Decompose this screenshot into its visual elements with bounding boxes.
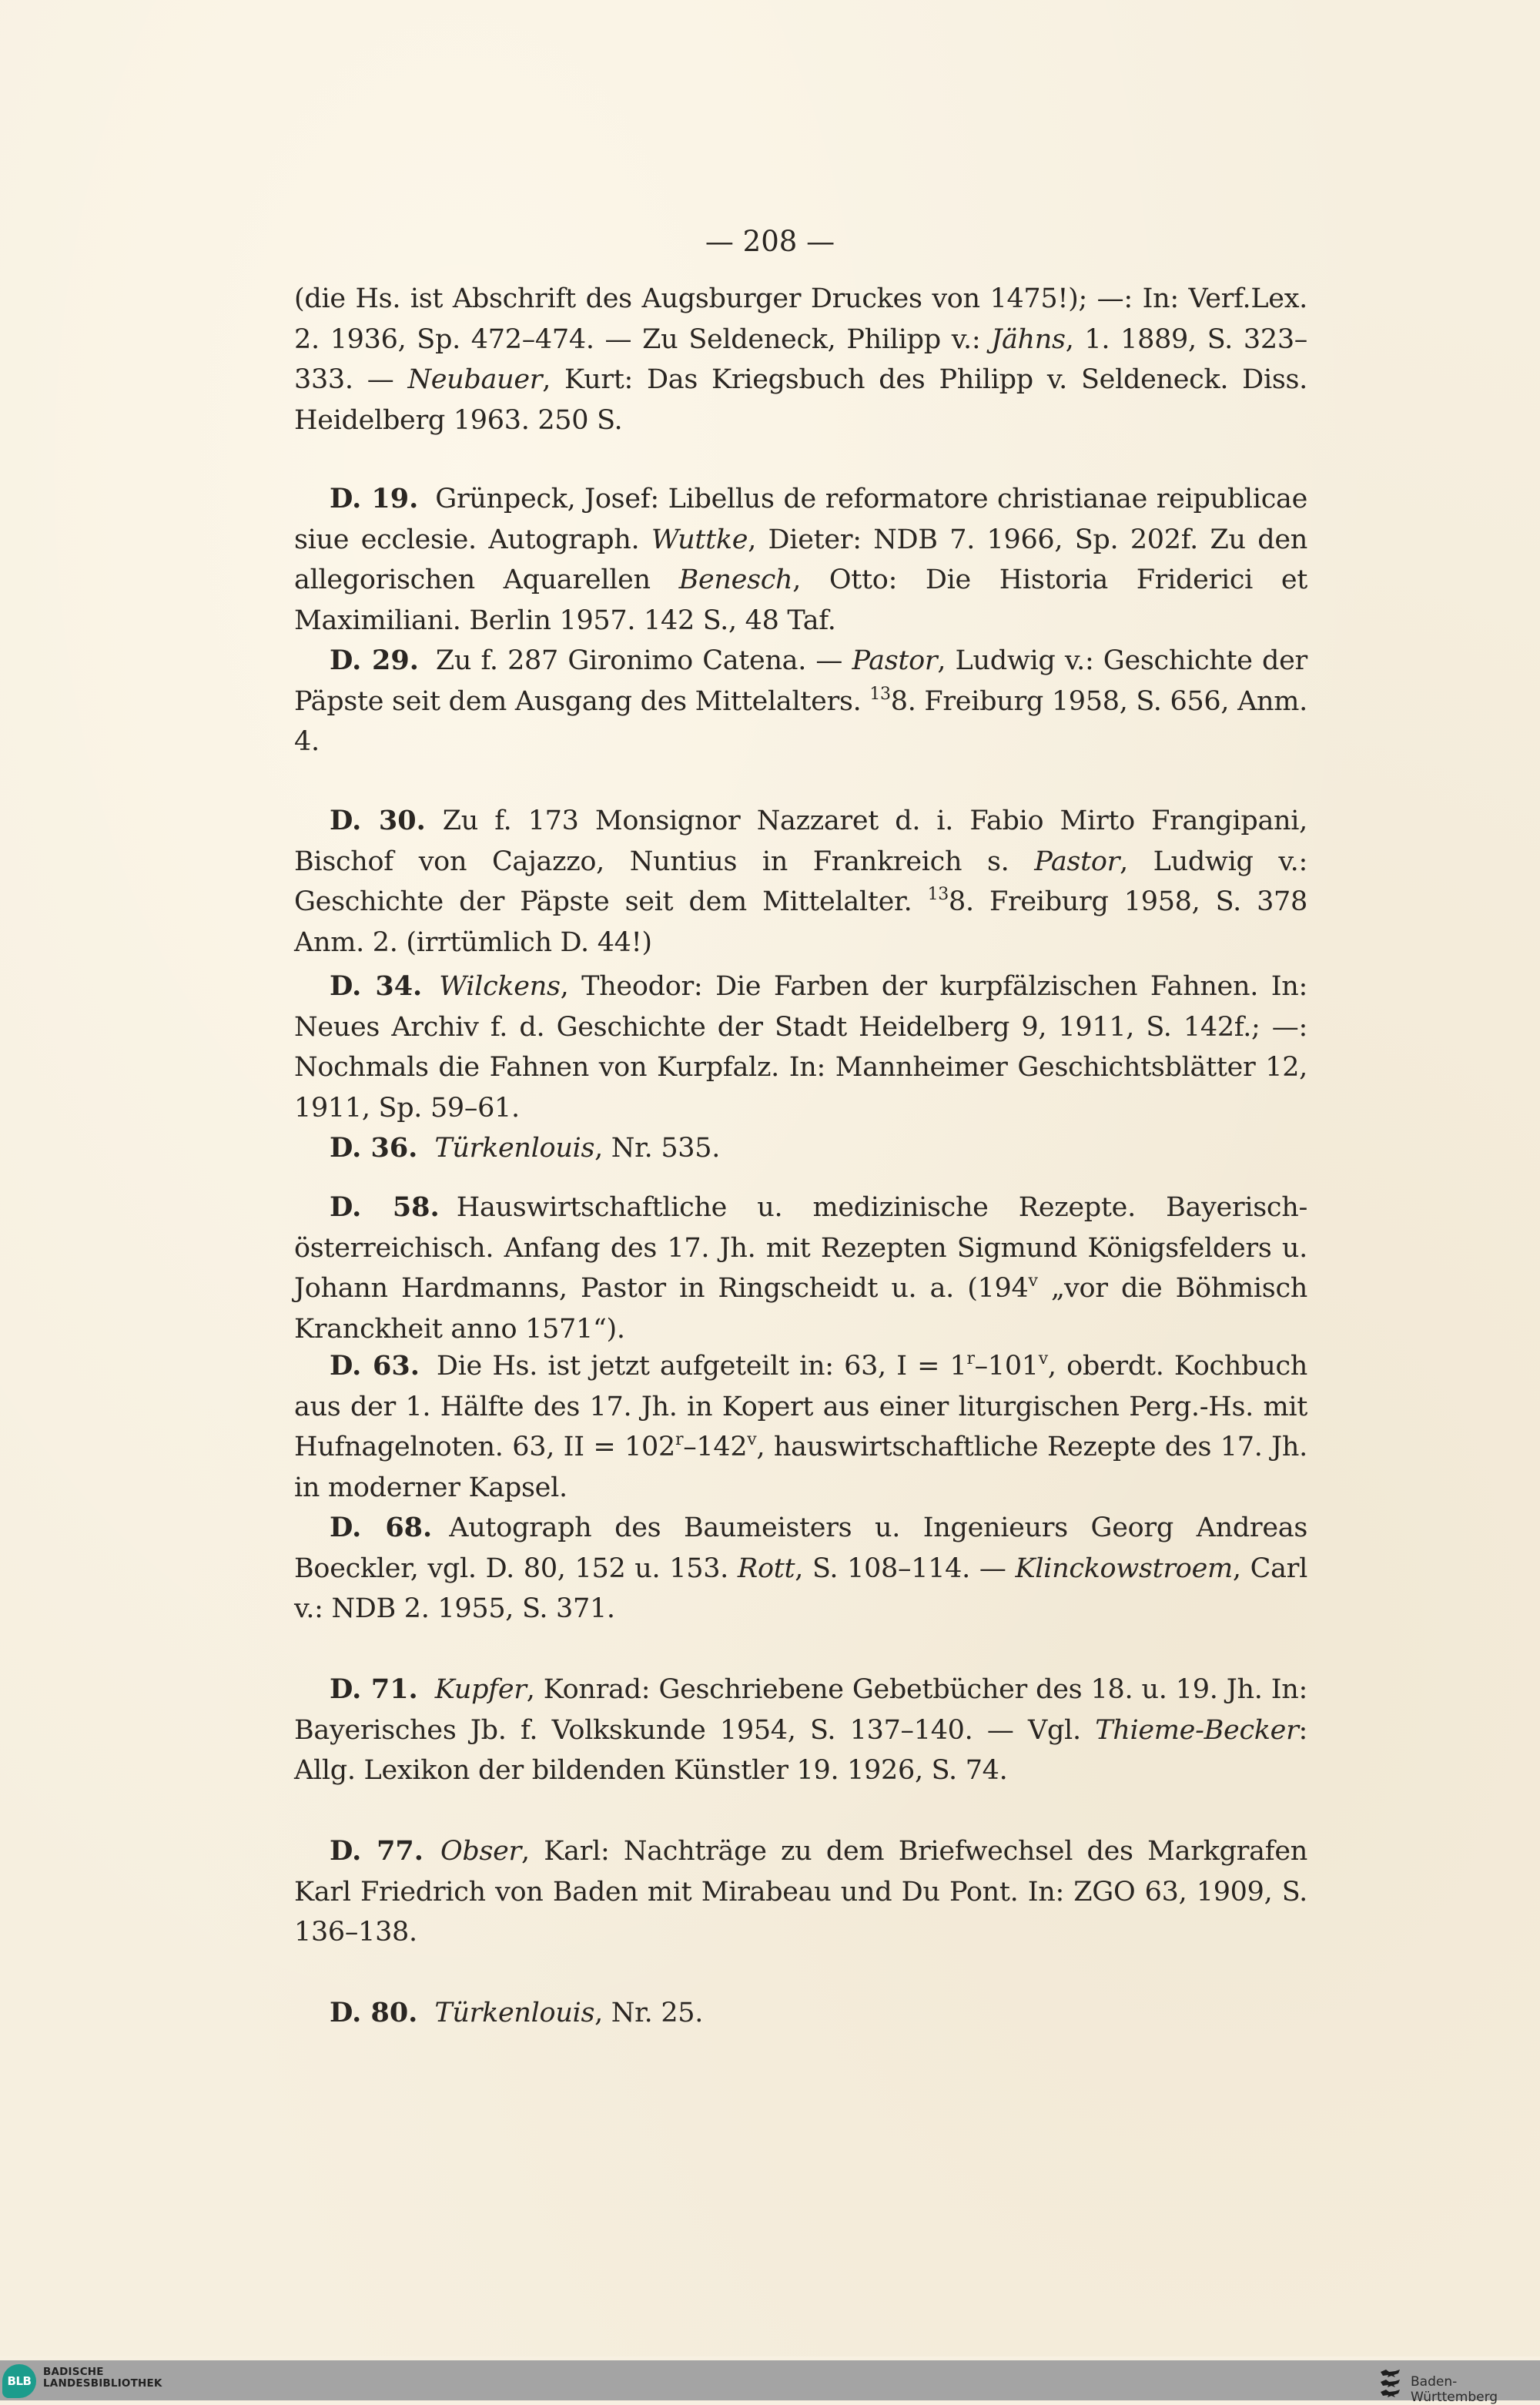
library-name[interactable] <box>43 2366 162 2390</box>
entry-text <box>294 1187 1307 1349</box>
superscript: v <box>747 1430 757 1449</box>
entry-text-segment: Zu f. 287 Gironimo Catena. — <box>435 645 852 676</box>
footer-bar <box>0 2360 1540 2405</box>
bibliography-entry <box>294 1187 1307 1349</box>
entry-id: D. 71. <box>330 1673 418 1705</box>
entry-text-segment: : Allg. Lexikon der bildenden Künstler 19. 1926, S. 74. <box>294 1714 1307 1786</box>
entry-text-segment: , Karl: Nachträge zu dem Briefwechsel des Markgrafen Karl Friedrich von Baden mit Mirabeau und Du Pont. In: ZGO 63, 1909, S. 136–138. <box>294 1836 1307 1948</box>
entry-text <box>294 1508 1307 1630</box>
entry-text-segment: , Theodor: Die Farben der kurpfälzischen Fahnen. In: Neues Archiv f. d. Geschichte der Stadt Heidelberg 9, 1911, S. 142f.; —: Nochmals die Fahnen von Kurpfalz. In: Mannheimer Geschichtsblätter 12, 1911, Sp. 59–61. <box>294 971 1307 1124</box>
entry-id: D. 29. <box>330 645 419 676</box>
bibliography-entry <box>294 966 1307 1128</box>
entry-id: D. 77. <box>330 1835 424 1867</box>
entry-text-segment: Hauswirtschaftliche u. medizinische Rezepte. Bayerisch-österreichisch. Anfang des 17. Jh. mit Rezepten Sigmund Königsfelders u. Johann Hardmanns, Pastor in Ringscheidt u. a. (194 <box>294 1192 1307 1304</box>
entry-text-segment: (die Hs. ist Abschrift des Augsburger Druckes von 1475!); —: In: Verf.Lex. 2. 1936, Sp. 472–474. — Zu Seldeneck, Philipp v.: <box>294 283 1307 355</box>
superscript: r <box>675 1430 684 1449</box>
entry-text <box>294 1346 1307 1508</box>
entry-text-segment: , oberdt. Kochbuch aus der 1. Hälfte des 17. Jh. in Kopert aus einer liturgischen Perg.-Hs. mit Hufnagelnoten. 63, II = 102 <box>294 1351 1307 1462</box>
entry-text <box>294 1128 1307 1169</box>
entry-id: D. 19. <box>330 483 419 514</box>
entry-text <box>294 801 1307 963</box>
entry-text-segment: , Nr. 25. <box>594 1998 704 2028</box>
three-lions-coat-of-arms-icon[interactable] <box>1378 2368 1403 2399</box>
entry-text-segment: –142 <box>683 1432 748 1462</box>
entry-text-segment: , S. 108–114. — <box>795 1553 1016 1584</box>
bibliography-entry <box>294 1508 1307 1630</box>
entry-text-segment: Grünpeck, Josef: Libellus de reformatore christianae reipublicae siue ecclesie. Autograph. <box>294 484 1307 555</box>
page-number: — 208 — <box>705 225 835 258</box>
bibliography-entry <box>294 801 1307 963</box>
entry-text <box>294 479 1307 641</box>
superscript: v <box>1038 1349 1048 1368</box>
author-name-italic: Benesch <box>678 564 793 595</box>
entry-text <box>294 1670 1307 1791</box>
state-name[interactable]: Baden-Württemberg <box>1411 2374 1498 2405</box>
entry-text <box>294 966 1307 1128</box>
bibliography-entry <box>294 1128 1307 1169</box>
entry-text <box>294 1993 1307 2034</box>
superscript: 13 <box>927 885 949 904</box>
bibliography-entry <box>294 1993 1307 2034</box>
entry-text-segment: , Otto: Die Historia Friderici et Maximiliani. Berlin 1957. 142 S., 48 Taf. <box>294 564 1307 636</box>
entry-text-segment: , Nr. 535. <box>594 1133 721 1164</box>
entry-text <box>294 1831 1307 1953</box>
superscript: r <box>966 1349 975 1368</box>
author-name-italic: Türkenlouis <box>434 1998 595 2028</box>
author-name-italic: Jähns <box>991 323 1066 355</box>
author-name-italic: Neubauer <box>407 364 543 395</box>
bibliography-entry <box>294 1831 1307 1953</box>
entry-text-segment: , Ludwig v.: Geschichte der Päpste seit dem Mittelalter. <box>294 846 1307 917</box>
bibliography-entry <box>294 1346 1307 1508</box>
author-name-italic: Türkenlouis <box>434 1133 595 1164</box>
entry-text-segment: , hauswirtschaftliche Rezepte des 17. Jh. in moderner Kapsel. <box>294 1432 1307 1503</box>
blb-logo-icon[interactable]: BLB <box>2 2364 36 2398</box>
author-name-italic: Pastor <box>852 645 938 676</box>
entry-text-segment: Autograph des Baumeisters u. Ingenieurs Georg Andreas Boeckler, vgl. D. 80, 152 u. 153. <box>294 1512 1307 1584</box>
superscript: v <box>1028 1271 1038 1291</box>
entry-text-segment: , Kurt: Das Kriegsbuch des Philipp v. Seldeneck. Diss. Heidelberg 1963. 250 S. <box>294 364 1307 436</box>
entry-id: D. 58. <box>330 1191 440 1223</box>
bibliography-entry <box>294 1670 1307 1791</box>
superscript: 13 <box>869 684 891 704</box>
entry-text-segment: Die Hs. ist jetzt aufgeteilt in: 63, I = 1 <box>436 1351 967 1382</box>
entry-text <box>294 279 1307 440</box>
library-name-line1: BADISCHE <box>43 2366 104 2378</box>
entry-id: D. 30. <box>330 805 426 836</box>
bibliography-entry <box>294 479 1307 641</box>
entry-text-segment: „vor die Böhmisch Kranckheit anno 1571“). <box>294 1273 1308 1345</box>
author-name-italic: Wilckens <box>439 971 561 1002</box>
author-name-italic: Thieme-Becker <box>1095 1714 1299 1746</box>
author-name-italic: Wuttke <box>651 524 748 555</box>
library-name-line2: LANDESBIBLIOTHEK <box>43 2377 162 2390</box>
entry-id: D. 68. <box>330 1512 433 1543</box>
entry-text-segment: , 1. 1889, S. 323–333. — <box>294 323 1307 395</box>
entry-text-segment: –101 <box>974 1351 1039 1382</box>
author-name-italic: Kupfer <box>434 1674 527 1705</box>
entry-id: D. 80. <box>330 1997 418 2028</box>
author-name-italic: Pastor <box>1034 846 1120 877</box>
entry-id: D. 63. <box>330 1350 420 1382</box>
entry-id: D. 36. <box>330 1132 418 1164</box>
author-name-italic: Rott <box>737 1553 795 1584</box>
entry-text <box>294 641 1307 762</box>
entry-text-segment: Zu f. 173 Monsignor Nazzaret d. i. Fabio Mirto Frangipani, Bischof von Cajazzo, Nuntius in Frankreich s. <box>294 806 1307 877</box>
entry-text-segment: 8. Freiburg 1958, S. 378 Anm. 2. (irrtümlich D. 44!) <box>294 886 1307 958</box>
entry-text-segment: , Konrad: Geschriebene Gebetbücher des 18. u. 19. Jh. In: Bayerisches Jb. f. Volkskunde 1954, S. 137–140. — Vgl. <box>294 1674 1307 1746</box>
author-name-italic: Klinckowstroem <box>1015 1553 1233 1584</box>
entry-text-segment: , Dieter: NDB 7. 1966, Sp. 202f. Zu den allegorischen Aquarellen <box>294 524 1307 595</box>
entry-text-segment: , Ludwig v.: Geschichte der Päpste seit dem Ausgang des Mittelalters. <box>294 645 1307 717</box>
entry-id: D. 34. <box>330 970 423 1002</box>
bibliography-entry <box>294 641 1307 762</box>
entry-text-segment: 8. Freiburg 1958, S. 656, Anm. 4. <box>294 685 1307 757</box>
author-name-italic: Obser <box>440 1836 521 1867</box>
entry-continuation <box>294 279 1307 440</box>
entry-text-segment: , Carl v.: NDB 2. 1955, S. 371. <box>294 1553 1307 1624</box>
